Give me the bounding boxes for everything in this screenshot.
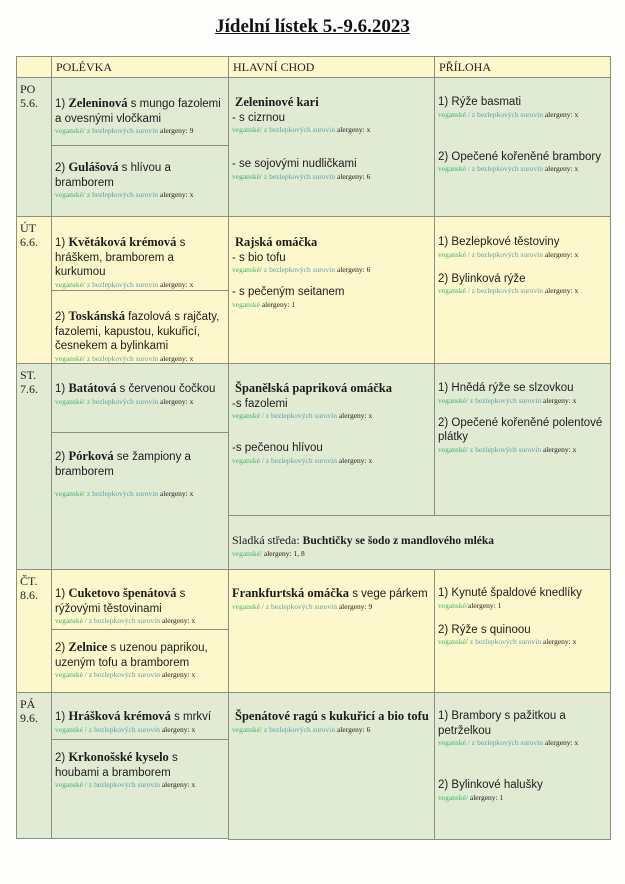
soup-description: s červenou čočkou	[116, 383, 216, 395]
gluten-free-tag: / z bezlepkových surovin	[465, 109, 543, 119]
side-dish-name: 2) Opečené kořeněné brambory	[438, 150, 602, 163]
main-course-title	[232, 709, 431, 725]
gluten-free-tag: / z bezlepkových surovin	[82, 780, 160, 789]
day-cell	[16, 363, 52, 570]
allergens-label: alergeny: x	[542, 109, 579, 119]
soup-item	[52, 78, 228, 136]
gluten-free-tag: / z bezlepkových surovin	[259, 411, 337, 420]
page-title: Jídelní lístek 5.-9.6.2023	[215, 16, 410, 37]
main-course-cell	[228, 692, 435, 840]
dietary-tags	[438, 286, 607, 296]
allergens-label: alergeny: 1	[468, 792, 504, 802]
allergens-label: alergeny: 1	[259, 299, 296, 309]
gluten-free-tag: / z bezlepkových surovin	[259, 455, 337, 465]
dietary-tags	[438, 110, 607, 120]
main-course-name: Špenátové ragú s kukuřicí a bio tofu	[235, 709, 429, 723]
vegan-tag: veganské	[232, 601, 260, 611]
gluten-free-tag: / z bezlepkových surovin	[465, 286, 543, 295]
dietary-tags	[55, 397, 225, 407]
dietary-tags	[438, 738, 607, 748]
soup-number: 1)	[55, 711, 66, 723]
soup-cell	[51, 290, 229, 364]
day-date: 9.6.	[20, 711, 38, 725]
dietary-tags	[232, 725, 431, 735]
soup-name	[55, 309, 225, 354]
side-dish-name: 1) Kynuté špaldové knedlíky	[438, 587, 582, 599]
vegan-tag: veganské	[438, 249, 466, 259]
gluten-free-tag: z bezlepkových surovin	[85, 279, 159, 289]
vegan-tag: veganské	[55, 780, 83, 789]
soup-description: se žampiony a bramborem	[55, 451, 191, 478]
main-variant	[232, 397, 431, 422]
main-course	[229, 78, 434, 182]
vegan-tag: veganské	[55, 616, 83, 625]
allergens-label: alergeny: x	[159, 670, 196, 679]
allergens-label: alergeny: 6	[335, 724, 371, 734]
side-dish-cell	[434, 363, 611, 516]
allergens-label: alergeny: x	[336, 411, 373, 420]
soup-cell	[51, 432, 229, 570]
side-dish-name: 1) Brambory s pažitkou a petrželkou	[438, 710, 566, 737]
side-dish-name: 1) Bezlepkové těstoviny	[438, 236, 560, 248]
dietary-tags	[55, 670, 225, 680]
soup-title: Cuketovo špenátová	[68, 586, 177, 600]
gluten-free-tag: / z bezlepkových surovin	[259, 601, 337, 611]
soup-cell	[51, 363, 229, 433]
side-item	[438, 586, 607, 611]
vegan-tag: veganské/	[55, 190, 85, 199]
allergens-label: alergeny: x	[541, 444, 577, 454]
variant-name: - s bio tofu	[232, 251, 286, 264]
variant-name: -s fazolemi	[232, 397, 288, 410]
dietary-tags	[232, 300, 431, 310]
soup-item	[52, 630, 228, 680]
allergens-label: alergeny: 6	[335, 171, 371, 181]
side-item	[438, 623, 607, 648]
dessert-name	[232, 533, 607, 549]
soup-number: 2)	[55, 451, 66, 463]
dessert-cell	[228, 515, 611, 570]
soup-title: Zeleninová	[68, 96, 128, 110]
soup-description: s hlívou a bramborem	[55, 162, 171, 189]
vegan-tag: veganské/	[438, 637, 468, 646]
side-dish-name: 1) Rýže basmati	[438, 96, 522, 108]
allergens-label: alergeny: 9	[336, 601, 373, 611]
dietary-tags	[55, 126, 225, 136]
vegan-tag: veganské	[55, 724, 83, 734]
allergens-label: alergeny: x	[542, 738, 579, 747]
side-item	[438, 95, 607, 120]
allergens-label: alergeny: x	[542, 286, 579, 295]
vegan-tag: veganské/	[438, 395, 468, 405]
soup-title: Hrášková krémová	[68, 709, 171, 723]
soup-name	[55, 96, 225, 126]
soup-cell	[51, 629, 229, 693]
soup-cell	[51, 77, 229, 146]
dietary-tags	[232, 549, 607, 559]
dietary-tags	[232, 602, 431, 612]
allergens-label: alergeny: x	[158, 396, 194, 406]
vegan-tag: veganské/	[438, 792, 468, 802]
soup-item	[52, 217, 228, 290]
soup-number: 2)	[55, 162, 66, 174]
allergens-label: alergeny: x	[159, 616, 196, 625]
main-course-name: Frankfurtská omáčka	[232, 586, 350, 600]
vegan-tag: veganské	[438, 164, 466, 173]
gluten-free-tag: z bezlepkových surovin	[468, 395, 542, 405]
side-dish-name: 2) Opečené kořeněné polentové plátky	[438, 416, 603, 443]
dietary-tags	[55, 354, 225, 364]
soup-title: Zelnice	[68, 640, 108, 654]
soup-name	[55, 235, 225, 280]
header-main: HLAVNÍ CHOD	[228, 56, 435, 78]
allergens-label: alergeny: x	[159, 780, 196, 789]
main-variant	[232, 111, 431, 136]
soup-description: s uzenou paprikou, uzeným tofu a bramborem	[55, 642, 208, 669]
soup-number: 2)	[55, 642, 66, 654]
gluten-free-tag: z bezlepkových surovin	[85, 353, 159, 363]
day-label: PÁ	[20, 697, 36, 711]
soup-cell	[51, 216, 229, 291]
soup-title: Květáková krémová	[68, 235, 177, 249]
allergens-label: alergeny: 6	[335, 265, 371, 274]
day-cell	[16, 77, 52, 217]
main-course-cell	[228, 363, 435, 516]
soup-number: 2)	[55, 311, 66, 323]
soup-name	[55, 381, 225, 397]
side-dishes	[435, 570, 610, 647]
side-dish-name: 1) Hnědá rýže se slzovkou	[438, 382, 574, 394]
side-dish-name: 2) Bylinková rýže	[438, 272, 526, 285]
gluten-free-tag: z bezlepkových surovin	[85, 489, 159, 498]
soup-cell	[51, 145, 229, 217]
dietary-tags	[55, 190, 225, 200]
dessert-prefix: Sladká středa:	[232, 533, 303, 547]
vegan-tag: veganské	[438, 738, 466, 747]
soup-name	[55, 449, 225, 479]
vegan-tag: veganské/	[55, 396, 85, 406]
main-course-title	[232, 586, 431, 602]
soup-description: s mungo fazolemi a ovesnými vločkami	[55, 98, 221, 125]
main-course	[229, 570, 434, 612]
variant-name: -s pečenou hlívou	[232, 442, 323, 454]
main-course	[229, 217, 434, 310]
dietary-tags	[232, 411, 431, 421]
day-label: PO	[20, 82, 36, 96]
dessert-title: Buchtičky se šodo z mandlového mléka	[302, 535, 495, 547]
gluten-free-tag: z bezlepkových surovin	[262, 171, 336, 181]
gluten-free-tag: z bezlepkových surovin	[262, 125, 336, 134]
side-dish-name: 2) Rýže s quinoou	[438, 623, 531, 636]
dietary-tags	[55, 780, 225, 790]
side-dishes	[435, 364, 610, 455]
day-date: 7.6.	[20, 382, 38, 396]
soup-name	[55, 160, 225, 190]
vegan-tag: veganské/	[232, 125, 262, 134]
soup-name	[55, 750, 225, 780]
side-item	[438, 381, 607, 406]
main-course-title	[232, 381, 431, 397]
gluten-free-tag: z bezlepkových surovin	[262, 724, 336, 734]
day-label: ÚT	[20, 221, 36, 235]
main-course-name: Zeleninové kari	[235, 95, 319, 109]
day-date: 8.6.	[20, 588, 38, 602]
side-dishes	[435, 217, 610, 296]
vegan-tag: veganské	[232, 455, 260, 465]
soup-item	[52, 364, 228, 407]
variant-name: - se sojovými nudličkami	[232, 158, 357, 170]
vegan-tag: veganské	[232, 411, 260, 420]
day-date: 5.6.	[20, 96, 38, 110]
soup-item	[52, 570, 228, 626]
side-dishes	[435, 78, 610, 174]
variant-name: - s pečeným seitanem	[232, 286, 345, 298]
side-dish-cell	[434, 569, 611, 694]
soup-number: 1)	[55, 588, 66, 600]
allergens-label: alergeny: x	[542, 249, 579, 259]
soup-description: fazolová s rajčaty, fazolemi, kapustou, kukuřicí, česnekem a bylinkami	[55, 311, 220, 352]
soup-description: s mrkví	[170, 711, 212, 723]
vegan-tag: veganské/	[232, 548, 262, 558]
gluten-free-tag: z bezlepkových surovin	[85, 396, 159, 406]
soup-title: Toskánská	[68, 309, 125, 323]
main-course-name: Španělská papriková omáčka	[235, 381, 392, 395]
soup-number: 1)	[55, 237, 66, 249]
day-date: 6.6.	[20, 235, 38, 249]
gluten-free-tag: / z bezlepkových surovin	[82, 724, 160, 734]
vegan-tag: veganské	[232, 299, 260, 309]
side-dishes	[435, 693, 610, 803]
vegan-tag: veganské/	[55, 279, 85, 289]
vegan-tag: veganské/	[232, 171, 262, 181]
soup-description: s hráškem, bramborem a kurkumou	[55, 237, 186, 278]
soup-item	[52, 146, 228, 200]
variant-name: - s cizrnou	[232, 111, 286, 124]
side-item	[438, 272, 607, 297]
soup-description: s rýžovými těstovinami	[55, 588, 186, 615]
dietary-tags	[438, 250, 607, 260]
main-course	[229, 693, 434, 735]
dietary-tags	[438, 445, 607, 455]
main-course-cell	[228, 77, 435, 218]
main-variant	[232, 251, 431, 276]
side-dish-cell	[434, 216, 611, 365]
allergens-label: alergeny: x	[158, 190, 194, 199]
side-item	[438, 150, 607, 175]
main-course-title	[232, 95, 431, 111]
dietary-tags	[55, 280, 225, 290]
allergens-label: alergeny: 1, 8	[262, 548, 305, 558]
side-dish-cell	[434, 692, 611, 840]
dietary-tags	[438, 164, 607, 174]
allergens-label: alergeny: x	[158, 489, 194, 498]
soup-cell	[51, 739, 229, 839]
soup-number: 1)	[55, 383, 66, 395]
allergens-label: alergeny: 9	[158, 126, 194, 135]
side-item	[438, 416, 607, 455]
soup-item	[52, 693, 228, 735]
soup-name	[55, 709, 225, 725]
allergens-label: alergeny: x	[336, 455, 373, 465]
dietary-tags	[55, 489, 225, 499]
dietary-tags	[438, 637, 607, 647]
day-cell	[16, 692, 52, 839]
vegan-tag: veganské/	[55, 489, 85, 498]
main-course	[229, 364, 434, 466]
soup-title: Pórková	[68, 449, 114, 463]
main-course-title	[232, 235, 431, 251]
dietary-tags	[438, 793, 607, 803]
header-side: PŘÍLOHA	[434, 56, 611, 78]
vegan-tag: veganské	[438, 286, 466, 295]
header-corner	[16, 56, 52, 78]
gluten-free-tag: z bezlepkových surovin	[262, 265, 336, 274]
side-dish-cell	[434, 77, 611, 218]
main-course-cell	[228, 569, 435, 694]
gluten-free-tag: z bezlepkových surovin	[85, 190, 159, 199]
allergens-label: alergeny: x	[159, 724, 196, 734]
gluten-free-tag: / z bezlepkových surovin	[82, 616, 160, 625]
dietary-tags	[232, 125, 431, 135]
day-label: ST.	[20, 368, 37, 382]
day-cell	[16, 216, 52, 364]
gluten-free-tag: / z bezlepkových surovin	[465, 164, 543, 173]
side-item	[438, 778, 607, 803]
side-dish-name: 2) Bylinkové halušky	[438, 779, 543, 791]
soup-name	[55, 640, 225, 670]
main-course-name: Rajská omáčka	[235, 235, 318, 249]
dessert	[229, 516, 610, 559]
main-variant	[232, 602, 431, 612]
day-cell	[16, 569, 52, 693]
allergens-label: alergeny: x	[541, 637, 577, 646]
allergens-label: alergeny: x	[541, 395, 577, 405]
main-variant	[232, 285, 431, 310]
vegan-tag: veganské/	[55, 126, 85, 135]
main-variant	[232, 725, 431, 735]
soup-item	[52, 740, 228, 790]
allergens-label: alergeny: x	[158, 353, 194, 363]
allergens-label: alergeny: 1	[468, 600, 502, 610]
gluten-free-tag: / z bezlepkových surovin	[465, 738, 543, 747]
dietary-tags	[438, 396, 607, 406]
soup-description: s houbami a bramborem	[55, 752, 178, 779]
dietary-tags	[55, 616, 225, 626]
vegan-tag: veganské/	[232, 724, 262, 734]
soup-item	[52, 433, 228, 499]
vegan-tag: veganské/	[438, 444, 468, 454]
soup-title: Krkonošské kyselo	[68, 750, 169, 764]
side-item	[438, 709, 607, 748]
dietary-tags	[55, 725, 225, 735]
side-item	[438, 235, 607, 260]
main-course-extra: s vege párkem	[349, 588, 428, 600]
dietary-tags	[438, 601, 607, 611]
day-label: ČT.	[20, 574, 38, 588]
main-variant	[232, 441, 431, 466]
allergens-label: alergeny: x	[335, 125, 371, 134]
gluten-free-tag: / z bezlepkových surovin	[465, 249, 543, 259]
vegan-tag: veganské/	[55, 353, 85, 363]
soup-name	[55, 586, 225, 616]
soup-cell	[51, 692, 229, 740]
gluten-free-tag: / z bezlepkových surovin	[82, 670, 160, 679]
main-course-cell	[228, 216, 435, 365]
dietary-tags	[232, 456, 431, 466]
dietary-tags	[232, 172, 431, 182]
soup-number: 2)	[55, 752, 66, 764]
main-variant	[232, 157, 431, 182]
soup-cell	[51, 569, 229, 630]
soup-item	[52, 291, 228, 364]
soup-title: Gulášová	[68, 160, 119, 174]
vegan-tag: veganské/	[232, 265, 262, 274]
dietary-tags	[232, 265, 431, 275]
vegan-tag: veganské	[55, 670, 83, 679]
soup-number: 1)	[55, 98, 66, 110]
vegan-tag: veganské/	[438, 600, 468, 610]
allergens-label: alergeny: x	[542, 164, 579, 173]
gluten-free-tag: z bezlepkových surovin	[85, 126, 159, 135]
vegan-tag: veganské	[438, 109, 466, 119]
allergens-label: alergeny: x	[158, 279, 194, 289]
soup-title: Batátová	[68, 381, 117, 395]
gluten-free-tag: z bezlepkových surovin	[468, 444, 542, 454]
gluten-free-tag: z bezlepkových surovin	[468, 637, 542, 646]
header-soup: POLÉVKA	[51, 56, 229, 78]
